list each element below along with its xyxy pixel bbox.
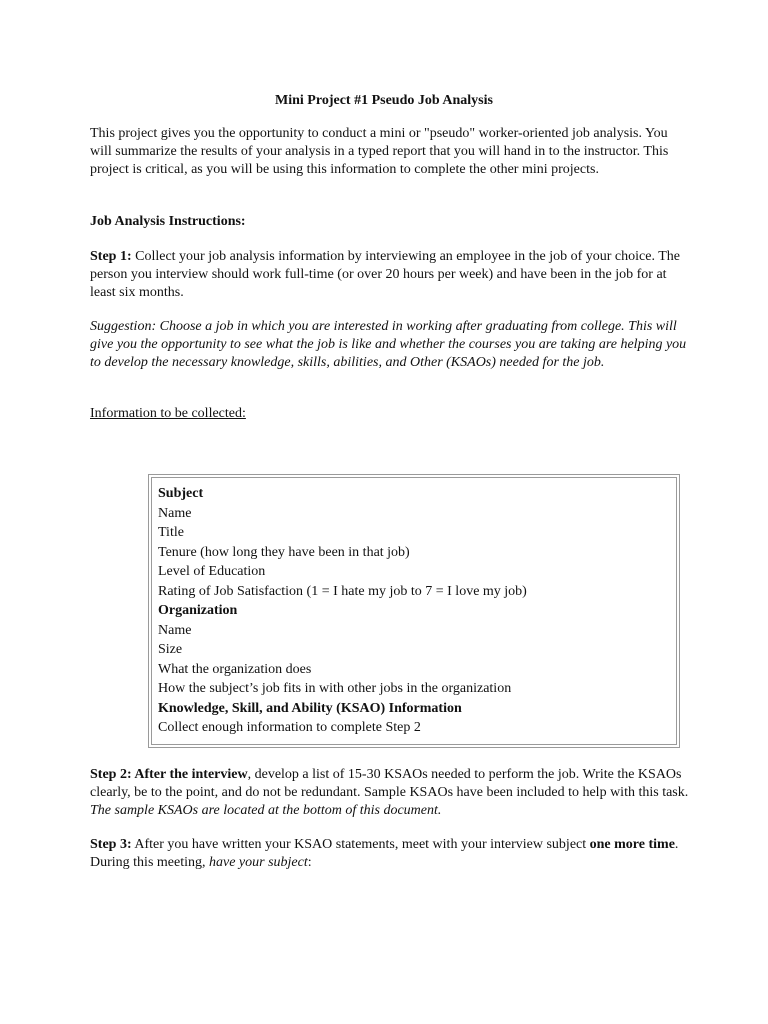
org-item: Size [158,642,183,657]
step2-italic: The sample KSAOs are located at the bottom of this document. [90,803,442,818]
subject-item: Rating of Job Satisfaction (1 = I hate my job to 7 = I love my job) [158,583,527,599]
instructions-heading: Job Analysis Instructions: [90,214,246,229]
instructions-heading-para [90,213,690,231]
step3-paragraph [90,836,690,872]
step3-bold: one more time [589,837,675,852]
info-box-inner [151,477,677,745]
subject-heading: Subject [158,486,204,501]
info-box [148,474,680,748]
step1-paragraph [90,248,690,302]
info-heading-para [90,405,690,423]
intro-paragraph: This project gives you the opportunity to conduct a mini or "pseudo" worker-oriented job analysis. You will summarize the results of your analysis in a typed report that you will hand in to the instructor. This project is critical, as you will be using this information to complete the other mini projects. [90,126,669,177]
step3-italic: have your subject [209,855,308,870]
step1-text: Collect your job analysis information by interviewing an employee in the job of your choice. The person you interview should work full-time (or over 20 hours per week) and have been in the job for at least six months. [90,249,680,300]
step3-text2: . During this meeting, [90,837,679,870]
ksao-heading: Knowledge, Skill, and Ability (KSAO) Information [158,700,462,716]
step3-label: Step 3: [90,837,132,852]
step2-label: Step 2: [90,767,132,782]
org-item: What the organization does [158,661,312,677]
subject-item: Name [158,505,192,521]
ksao-item: Collect enough information to complete Step 2 [158,720,421,735]
subject-item: Level of Education [158,564,266,579]
org-item: How the subject’s job fits in with other jobs in the organization [158,681,512,696]
step3-text: After you have written your KSAO statements, meet with your interview subject [131,837,590,852]
organization-heading: Organization [158,603,238,618]
step2-bold-lead: After the interview [131,767,248,782]
step2-paragraph [90,766,690,820]
step3-colon: : [307,855,312,870]
subject-item: Title [158,525,184,540]
document-title: Mini Project #1 Pseudo Job Analysis [275,93,493,108]
subject-item: Tenure (how long they have been in that job) [158,544,410,560]
org-item: Name [158,622,192,638]
step2-text: , develop a list of 15-30 KSAOs needed to perform the job. Write the KSAOs clearly, be to the point, and do not be redundant. Sample KSAOs have been included to help with this task. [90,767,689,800]
step1-label: Step 1: [90,249,132,264]
info-heading: Information to be collected: [90,406,246,421]
suggestion-text: Suggestion: Choose a job in which you are interested in working after graduating from college. This will give you the opportunity to see what the job is like and whether the courses you are taking are helping you to develop the necessary knowledge, skills, abilities, and Other (KSAOs) needed for the job. [90,319,687,370]
suggestion-paragraph [90,318,690,372]
